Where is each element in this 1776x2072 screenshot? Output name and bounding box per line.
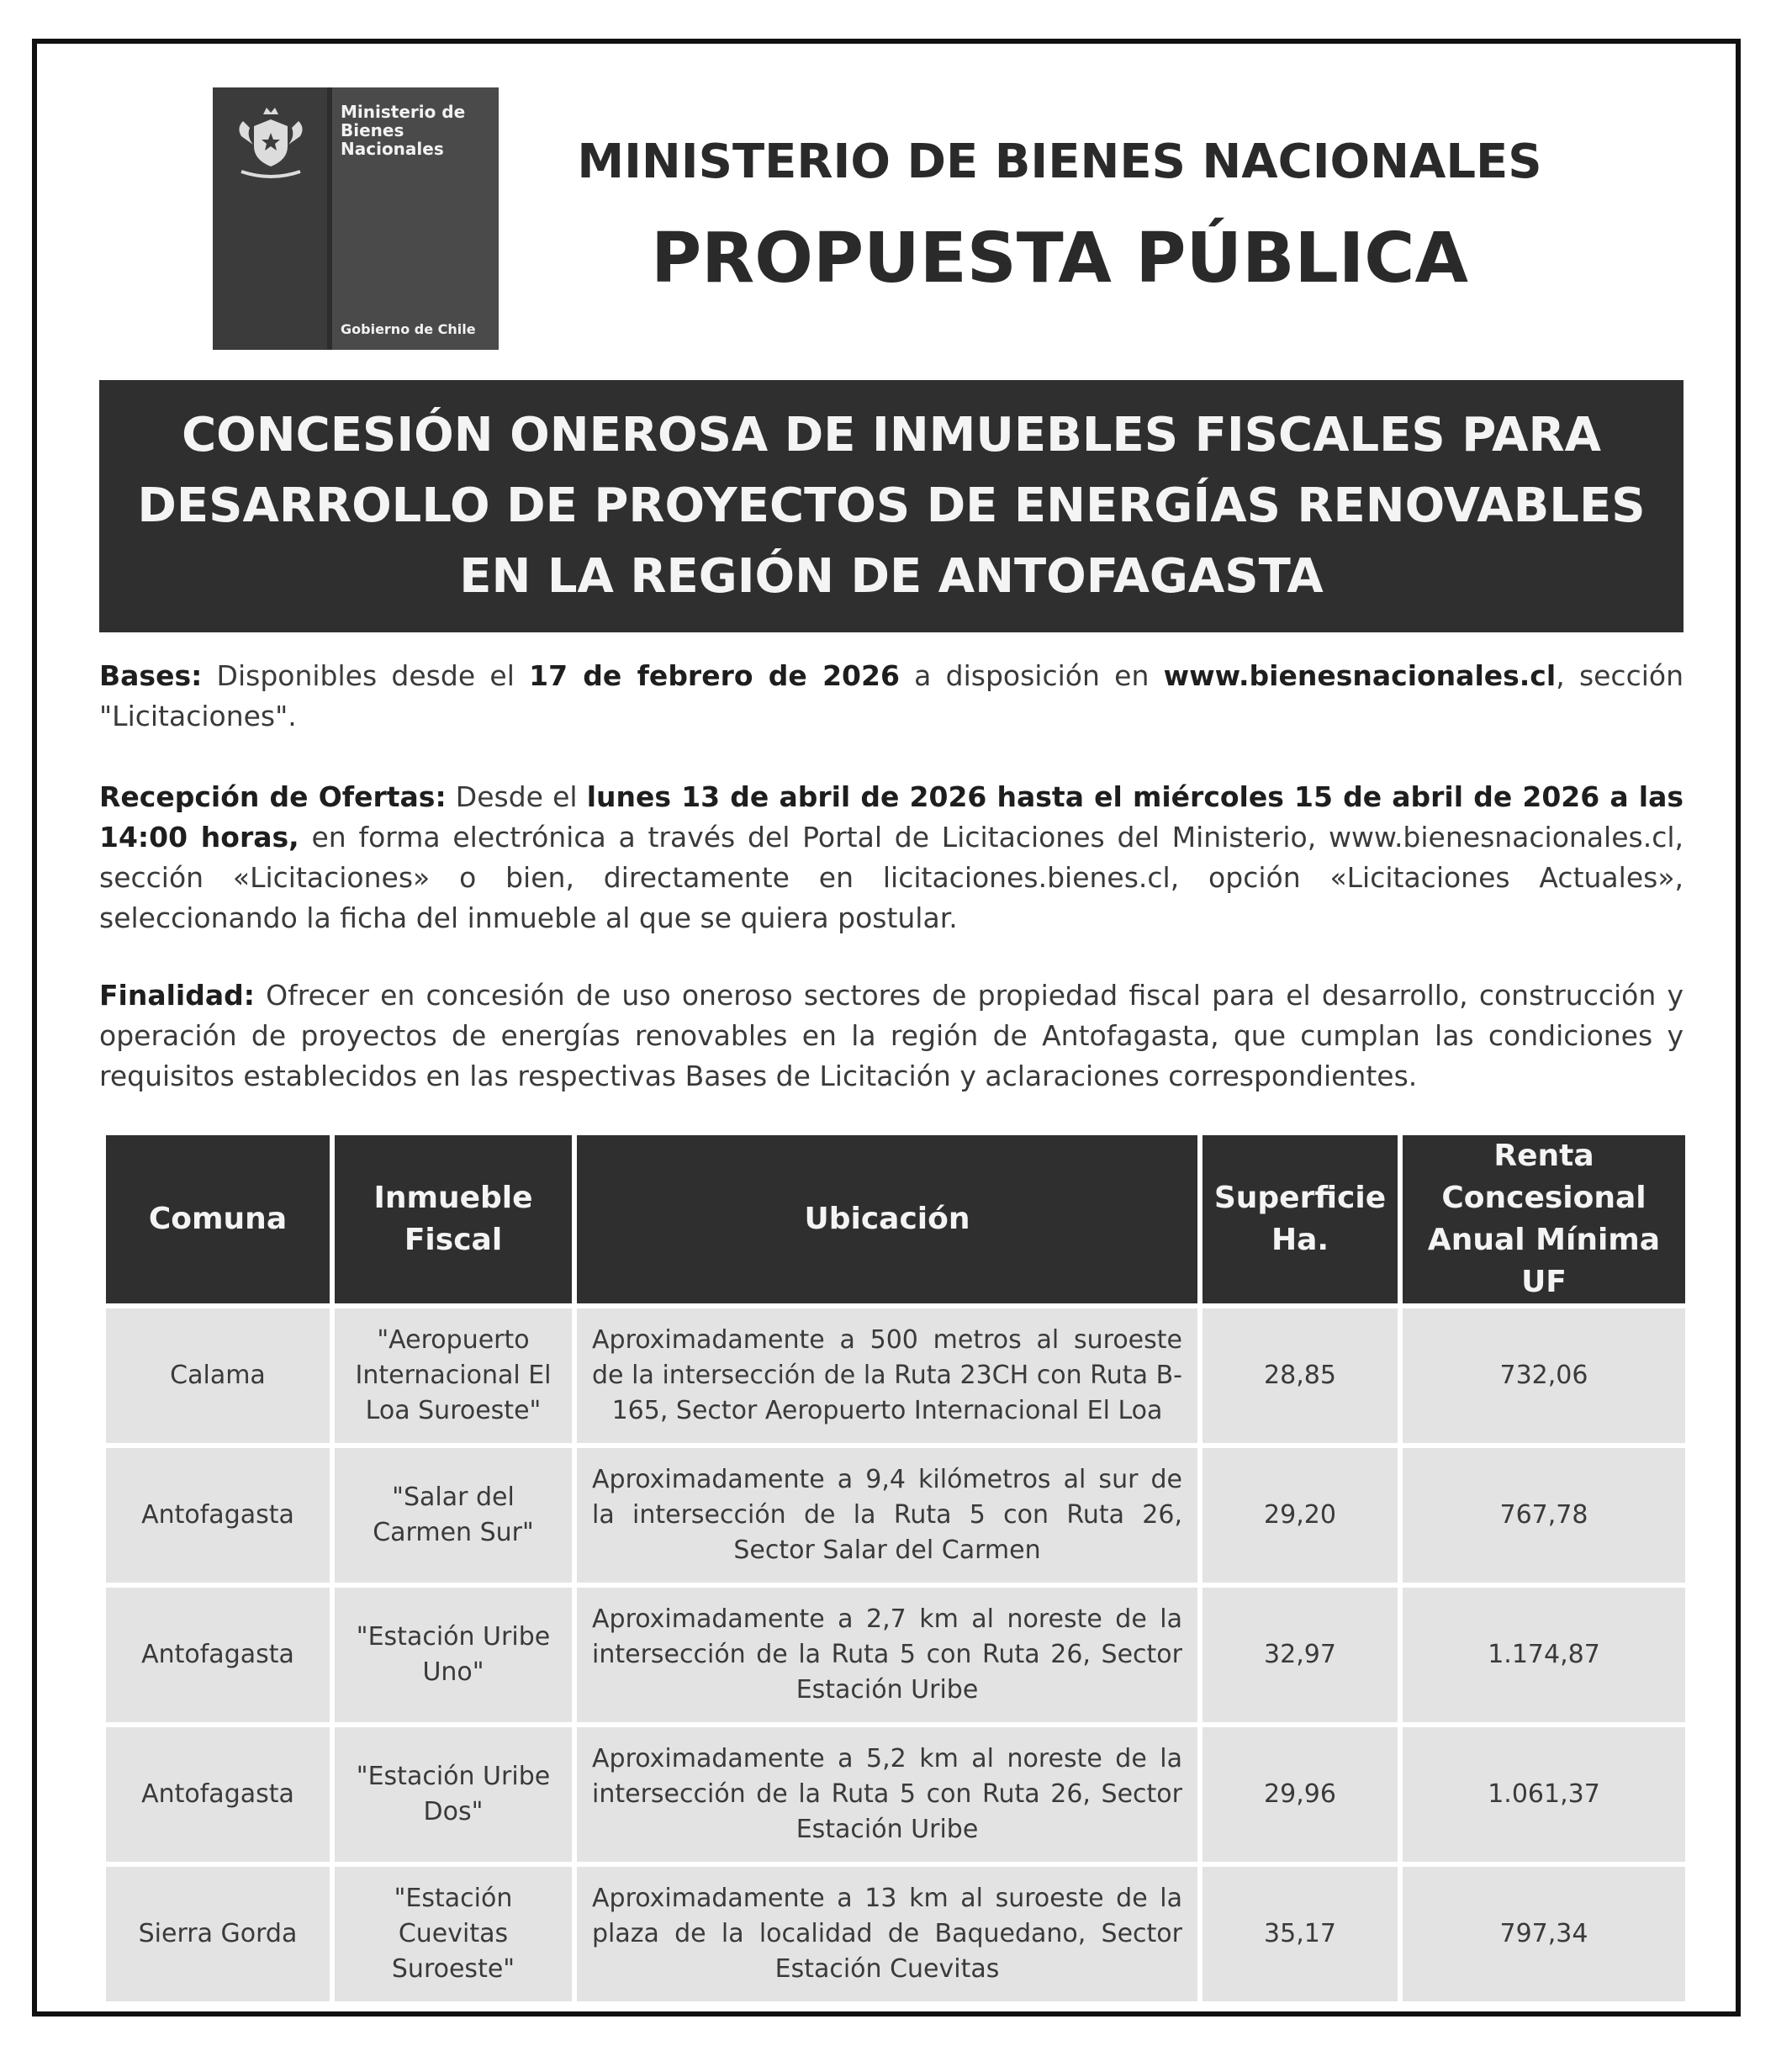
cell-comuna: Sierra Gorda: [106, 1867, 330, 2001]
cell-superficie: 29,96: [1202, 1727, 1398, 1862]
cell-comuna: Antofagasta: [106, 1727, 330, 1862]
cell-inmueble: "Estación Uribe Dos": [335, 1727, 572, 1862]
bases-text-1: Disponibles desde el: [202, 659, 530, 692]
bases-paragraph: [99, 656, 1684, 737]
header-ubicacion: Ubicación: [577, 1135, 1197, 1303]
cell-renta: 797,34: [1403, 1867, 1685, 2001]
logo-ministry-name: [341, 103, 492, 158]
header-title: MINISTERIO DE BIENES NACIONALES: [577, 135, 1542, 189]
bases-site: www.bienesnacionales.cl: [1163, 659, 1557, 692]
logo-line-3: Nacionales: [341, 139, 444, 159]
cell-inmueble: "Estación Uribe Uno": [335, 1588, 572, 1722]
table-row: [106, 1308, 1685, 1443]
header-renta: Renta Concesional Anual Mínima UF: [1403, 1135, 1685, 1303]
bases-text-2: a disposición en: [899, 659, 1164, 692]
cell-ubicacion: Aproximadamente a 2,7 km al noreste de la intersección de la Ruta 5 con Ruta 26, Sector Estación Uribe: [577, 1588, 1197, 1722]
table-header-row: [106, 1135, 1685, 1303]
logo-line-2: Bienes: [341, 120, 404, 140]
cell-superficie: 29,20: [1202, 1448, 1398, 1583]
finalidad-label: Finalidad:: [99, 979, 255, 1012]
cell-renta: 1.061,37: [1403, 1727, 1685, 1862]
cell-renta: 1.174,87: [1403, 1588, 1685, 1722]
cell-ubicacion: Aproximadamente a 9,4 kilómetros al sur de la intersección de la Ruta 5 con Ruta 26, Sector Salar del Carmen: [577, 1448, 1197, 1583]
banner-line-1: CONCESIÓN ONEROSA DE INMUEBLES FISCALES PARA: [182, 408, 1601, 462]
recepcion-label: Recepción de Ofertas:: [99, 780, 447, 813]
banner-line-3: EN LA REGIÓN DE ANTOFAGASTA: [459, 549, 1324, 604]
cell-comuna: Antofagasta: [106, 1588, 330, 1722]
recepcion-text-1: Desde el: [446, 780, 587, 813]
cell-ubicacion: Aproximadamente a 13 km al suroeste de la plaza de la localidad de Baquedano, Sector Estación Cuevitas: [577, 1867, 1197, 2001]
logo-government: Gobierno de Chile: [341, 321, 476, 337]
cell-superficie: 35,17: [1202, 1867, 1398, 2001]
bases-text-3: , sección "Licitaciones".: [99, 659, 1684, 732]
ministry-logo: [213, 87, 499, 350]
title-banner: [99, 380, 1684, 632]
recepcion-period: lunes 13 de abril de 2026 hasta el miércoles 15 de abril de 2026 a las 14:00 horas,: [99, 780, 1684, 854]
logo-line-1: Ministerio de: [341, 102, 466, 122]
cell-inmueble: "Estación Cuevitas Suroeste": [335, 1867, 572, 2001]
finalidad-paragraph: [99, 975, 1684, 1097]
recepcion-text-2: en forma electrónica a través del Portal de Licitaciones del Ministerio, www.bienesnacionales.cl, sección «Licitaciones» o bien, directamente en licitaciones.bienes.cl, opción «Licitaciones Actuales», seleccionando la ficha del inmueble al que se quiera postular.: [99, 821, 1684, 934]
cell-comuna: Calama: [106, 1308, 330, 1443]
finalidad-text: Ofrecer en concesión de uso oneroso sectores de propiedad fiscal para el desarrollo, construcción y operación de proyectos de energías renovables en la región de Antofagasta, que cumplan las condiciones y requisitos establecidos en las respectivas Bases de Licitación y aclaraciones correspondientes.: [99, 979, 1684, 1092]
recepcion-paragraph: [99, 777, 1684, 938]
coat-of-arms-icon: [225, 103, 317, 187]
properties-table: [101, 1130, 1690, 2006]
logo-divider: [327, 87, 332, 350]
cell-renta: 732,06: [1403, 1308, 1685, 1443]
banner-line-2: DESARROLLO DE PROYECTOS DE ENERGÍAS RENOVABLES: [137, 478, 1646, 533]
cell-ubicacion: Aproximadamente a 5,2 km al noreste de la intersección de la Ruta 5 con Ruta 26, Sector Estación Uribe: [577, 1727, 1197, 1862]
cell-superficie: 28,85: [1202, 1308, 1398, 1443]
table-row: [106, 1448, 1685, 1583]
cell-inmueble: "Salar del Carmen Sur": [335, 1448, 572, 1583]
bases-label: Bases:: [99, 659, 203, 692]
header-superficie: Superficie Ha.: [1202, 1135, 1398, 1303]
header-subtitle: PROPUESTA PÚBLICA: [651, 219, 1468, 299]
cell-renta: 767,78: [1403, 1448, 1685, 1583]
cell-comuna: Antofagasta: [106, 1448, 330, 1583]
header-inmueble: Inmueble Fiscal: [335, 1135, 572, 1303]
header-comuna: Comuna: [106, 1135, 330, 1303]
cell-superficie: 32,97: [1202, 1588, 1398, 1722]
bases-date: 17 de febrero de 2026: [529, 659, 900, 692]
table-row: [106, 1867, 1685, 2001]
cell-ubicacion: Aproximadamente a 500 metros al suroeste de la intersección de la Ruta 23CH con Ruta B-165, Sector Aeropuerto Internacional El Loa: [577, 1308, 1197, 1443]
table-row: [106, 1727, 1685, 1862]
cell-inmueble: "Aeropuerto Internacional El Loa Suroeste": [335, 1308, 572, 1443]
table-row: [106, 1588, 1685, 1722]
